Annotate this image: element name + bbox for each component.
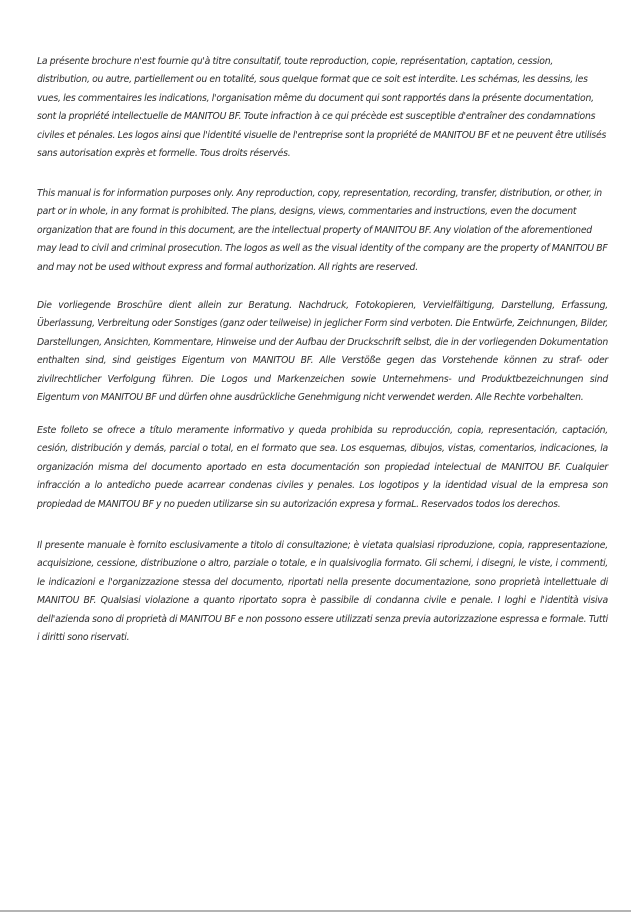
copyright-notice-german: Die vorliegende Broschüre dient allein zur Beratung. Nachdruck, Fotokopieren, Vervielfältigung, Darstellung, Erfassung, Überlassung, Verbreitung oder Sonstiges (ganz oder teilweise) in jeglicher Form sind verboten. Die Entwürfe, Zeichnungen, Bilder, Darstellungen, Ansichten, Kommentare, Hinweise und der Aufbau der Druckschrift selbst, die in der vorliegenden Dokumentation enthalten sind, sind geistiges Eigentum von MANITOU BF. Alle Verstöße gegen das Vorstehende können zu straf- oder zivilrechtlicher Verfolgung führen. Die Logos und Markenzeichen sowie Unternehmens- und Produktbezeichnungen sind Eigentum von MANITOU BF und dürfen ohne ausdrückliche Genehmigung nicht verwendet werden. Alle Rechte vorbehalten. [37,300,608,404]
copyright-notice-english: This manual is for information purposes only. Any reproduction, copy, representation, recording, transfer, distribution, or other, in part or in whole, in any format is prohibited. The plans, designs, views, commentaries and instructions, even the document organization that are found in this document, are the intellectual property of MANITOU BF. Any violation of the aforementioned may lead to civil and criminal prosecution. The logos as well as the visual identity of the company are the property of MANITOU BF and may not be used without express and formal authorization. All rights are reserved. [37,188,608,273]
copyright-notice-french: La présente brochure n'est fournie qu'à titre consultatif, toute reproduction, copie, représentation, captation, cession, distribution, ou autre, partiellement ou en totalité, sous quelque format que ce soit est interdite. Les schémas, les dessins, les vues, les commentaires les indications, l'organisation même du document qui sont rapportés dans la présente documentation, sont la propriété intellectuelle de MANITOU BF. Toute infraction à ce qui précède est susceptible d'entraîner des condamnations civiles et pénales. Les logos ainsi que l'identité visuelle de l'entreprise sont la propriété de MANITOU BF et ne peuvent être utilisés sans autorisation exprès et formelle. Tous droits réservés. [37,56,607,160]
copyright-notice-spanish: Este folleto se ofrece a título meramente informativo y queda prohibida su reproducción, copia, representación, captación, cesión, distribución y demás, parcial o total, en el formato que sea. Los esquemas, dibujos, vistas, comentarios, indicaciones, la organización misma del documento aportado en esta documentación son propiedad intelectual de MANITOU BF. Cualquier infracción a lo antedicho puede acarrear condenas civiles y penales. Los logotipos y la identidad visual de la empresa son propiedad de MANITOU BF y no pueden utilizarse sin su autorización expresa y formaL. Reservados todos los derechos. [37,425,608,510]
copyright-notice-italian: Il presente manuale è fornito esclusivamente a titolo di consultazione; è vietata qualsiasi riproduzione, copia, rappresentazione, acquisizione, cessione, distribuzione o altro, parziale o totale, e in qualsivoglia formato. Gli schemi, i disegni, le viste, i commenti, le indicazioni e l'organizzazione stessa del documento, riportati nella presente documentazione, sono proprietà intellettuale di MANITOU BF. Qualsiasi violazione a quanto riportato sopra è passibile di condanna civile e penale. I loghi e l'identità visiva dell'azienda sono di proprietà di MANITOU BF e non possono essere utilizzati senza previa autorizzazione espressa e formale. Tutti i diritti sono riservati. [37,540,608,644]
